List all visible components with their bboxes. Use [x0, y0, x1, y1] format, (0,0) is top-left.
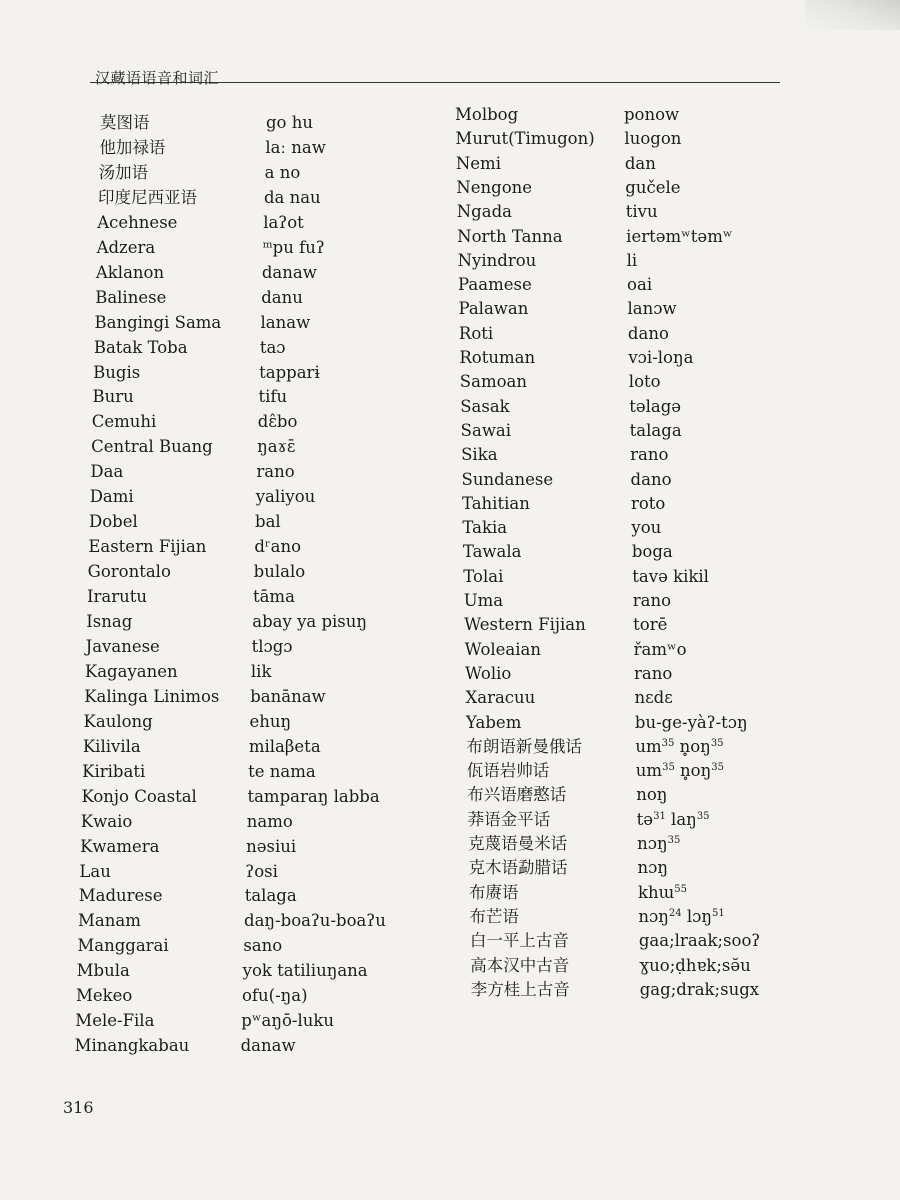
word-form: laː naw [265, 137, 326, 157]
word-form: dan [624, 153, 656, 173]
language-name: Bangingi Sama [94, 312, 222, 332]
word-form: dʳano [254, 537, 302, 557]
language-name: Minangkabau [74, 1036, 190, 1056]
word-form: daŋ-boaʔu-boaʔu [244, 911, 386, 931]
language-name: Tawala [462, 542, 522, 562]
language-name: Adzera [96, 237, 156, 257]
word-form: lanaw [260, 312, 311, 332]
word-form: ponow [624, 105, 680, 124]
language-name: Dami [89, 487, 134, 507]
language-name: 克蔑语曼米话 [468, 834, 568, 853]
word-form: iertəmʷtəmʷ [626, 226, 733, 246]
word-form: lanɔw [627, 299, 677, 319]
language-name: Acehnese [97, 212, 178, 232]
language-name: North Tanna [457, 226, 563, 246]
language-name: Buru [92, 387, 134, 407]
language-name: 佤语岩帅话 [466, 761, 550, 781]
language-name: Manggarai [77, 936, 169, 956]
language-name: Kiribati [82, 761, 146, 781]
word-form: noŋ [636, 785, 668, 805]
word-form: danaw [240, 1036, 296, 1056]
language-name: Mekeo [75, 986, 133, 1006]
word-form: bal [255, 512, 281, 532]
page-number: 316 [63, 1098, 94, 1117]
language-name: Lau [79, 861, 111, 881]
word-form: go hu [266, 113, 313, 132]
word-form: rano [634, 663, 673, 683]
language-name: Kaulong [83, 711, 153, 731]
language-name: Nyindrou [457, 250, 537, 270]
word-form: tavə kikil [632, 566, 709, 586]
language-name: Mele-Fila [75, 1011, 155, 1031]
language-name: 布朗语新曼俄话 [466, 736, 582, 756]
language-name: Nengone [456, 177, 533, 197]
language-name: 汤加语 [98, 162, 149, 182]
word-form: $um^{35}$ $n̥oŋ^{35}$ [635, 736, 724, 756]
word-form: luogon [624, 129, 682, 149]
word-form: torē [633, 615, 668, 635]
language-name: Sawai [460, 420, 512, 440]
word-form: li [626, 250, 638, 270]
language-name: Kilivila [82, 736, 141, 756]
language-name: Tolai [463, 566, 504, 586]
language-name: Eastern Fijian [88, 537, 207, 557]
language-name: 布赓语 [468, 882, 519, 902]
language-name: Molbog [455, 105, 519, 124]
language-name: Nemi [455, 153, 501, 173]
language-name: Javanese [85, 636, 160, 656]
word-form: khɯ$^{55}$ [637, 882, 687, 902]
language-name: Kwaio [80, 811, 133, 831]
word-form: sano [243, 936, 283, 956]
word-form: boga [631, 542, 673, 562]
word-form: $um^{35}$ $n̥oŋ^{35}$ [635, 761, 724, 781]
language-name: Woleaian [464, 639, 542, 659]
word-form: ehuŋ [249, 711, 292, 731]
language-name: 克木语勐腊话 [468, 858, 568, 878]
word-form: tivu [625, 202, 658, 222]
word-form: namo [246, 811, 293, 831]
language-name: Manam [78, 911, 141, 931]
word-form: nəsiui [246, 836, 297, 856]
language-name: Balinese [95, 287, 167, 307]
language-name: 布芒语 [469, 906, 519, 926]
language-name: Aklanon [95, 262, 165, 282]
language-name: Kalinga Linimos [84, 686, 220, 706]
language-name: Tahitian [461, 493, 530, 513]
language-name: Madurese [78, 886, 163, 906]
language-name: Cemuhi [91, 412, 157, 432]
word-form: te nama [248, 761, 316, 781]
word-form: nɛdɛ [634, 688, 673, 708]
language-name: Mbula [76, 961, 130, 981]
language-name: Isnag [86, 612, 133, 631]
word-form: dano [630, 469, 672, 489]
language-name: Takia [462, 518, 508, 538]
word-form: bulalo [253, 562, 306, 582]
word-form: gaa;lraak;sooʔ [638, 931, 761, 951]
language-name: Murut(Timugon) [455, 129, 595, 149]
language-name: 莽语金平话 [467, 809, 551, 829]
word-form: rano [256, 462, 295, 482]
word-form: vɔi-loŋa [628, 348, 694, 367]
language-name: Central Buang [91, 437, 213, 457]
language-name: Irarutu [86, 587, 147, 607]
language-name: Western Fijian [464, 615, 586, 635]
word-form: tāma [252, 587, 295, 607]
language-name: Dobel [89, 512, 138, 532]
language-name: Wolio [465, 663, 512, 683]
running-title: 汉藏语语音和词汇 [95, 69, 220, 87]
language-name: Palawan [458, 299, 529, 319]
word-form: ᵐpu fuʔ [262, 237, 325, 257]
word-form: roto [630, 493, 666, 513]
language-name: Konjo Coastal [81, 786, 197, 806]
word-form: tifu [258, 387, 288, 407]
word-form: abay ya pisuŋ [252, 612, 368, 631]
language-name: Paamese [458, 275, 532, 295]
word-form: nɔŋ [637, 858, 669, 878]
word-form: oai [627, 275, 653, 295]
word-form: talaga [244, 886, 297, 906]
word-form: laʔot [263, 212, 304, 232]
language-name: Samoan [459, 372, 527, 392]
word-form: ŋaɤɛ̄ [257, 437, 296, 457]
page-edge-shadow [805, 0, 900, 30]
language-name: 布兴语磨憨话 [467, 785, 567, 805]
language-name: Daa [90, 462, 124, 482]
word-form: danu [261, 287, 303, 307]
word-form: nɔŋ$^{24}$ lɔŋ$^{51}$ [638, 906, 725, 926]
word-form: a no [264, 162, 301, 182]
word-form: tamparaŋ labba [247, 786, 380, 806]
word-form: ɣuo;ḍhɐk;sə̆u [639, 955, 751, 975]
word-form: dɛ̂bo [257, 412, 298, 432]
word-form: ʔosi [245, 861, 278, 881]
header-rule [90, 82, 780, 83]
word-form: milaβeta [248, 736, 321, 756]
word-form: gučele [625, 177, 681, 197]
word-form: rano [632, 591, 672, 610]
word-form: loto [628, 372, 661, 392]
language-name: Rotuman [459, 348, 536, 367]
word-form: tapparɨ [259, 362, 320, 382]
word-form: you [631, 518, 662, 538]
word-form: dano [627, 323, 669, 343]
word-form: talaga [629, 420, 682, 440]
language-name: 莫图语 [100, 113, 150, 132]
word-form: pʷaŋō-luku [241, 1011, 335, 1031]
word-form: lik [250, 661, 272, 681]
language-name: 白一平上古音 [469, 931, 569, 951]
language-name: 高本汉中古音 [470, 955, 570, 975]
language-name: Gorontalo [87, 562, 171, 582]
language-name: 李方桂上古音 [470, 979, 570, 999]
language-name: Sika [461, 445, 498, 465]
word-form: da nau [263, 187, 321, 207]
language-name: Kagayanen [84, 661, 178, 681]
language-name: Xaracuu [465, 688, 536, 708]
language-name: 他加禄语 [99, 137, 166, 157]
language-name: Bugis [93, 362, 141, 382]
word-form: gag;drak;sugx [639, 979, 760, 999]
word-form: yok tatiliuŋana [242, 961, 368, 981]
language-name: Yabem [465, 712, 522, 732]
language-name: Sasak [460, 396, 510, 416]
word-form: ofu(-ŋa) [241, 986, 308, 1006]
word-form: rano [630, 445, 669, 465]
language-name: Roti [458, 323, 494, 343]
word-form: řamʷo [633, 639, 687, 659]
word-form: təlagə [629, 396, 682, 416]
language-name: Ngada [456, 202, 512, 222]
word-form: banānaw [250, 686, 326, 706]
language-name: Kwamera [80, 836, 160, 856]
language-name: Batak Toba [93, 337, 188, 357]
language-name: Uma [463, 591, 504, 610]
word-form: nɔŋ$^{35}$ [637, 834, 681, 853]
language-name: 印度尼西亚语 [97, 187, 197, 207]
word-form: tə$^{31}$ laŋ$^{35}$ [636, 809, 710, 829]
word-form: yaliyou [255, 487, 316, 507]
language-name: Sundanese [461, 469, 554, 489]
word-form: taɔ [259, 337, 286, 357]
word-form: bu-ge-yàʔ-tɔŋ [634, 712, 748, 732]
word-form: danaw [261, 262, 317, 282]
word-form: tlɔgɔ [251, 636, 293, 656]
